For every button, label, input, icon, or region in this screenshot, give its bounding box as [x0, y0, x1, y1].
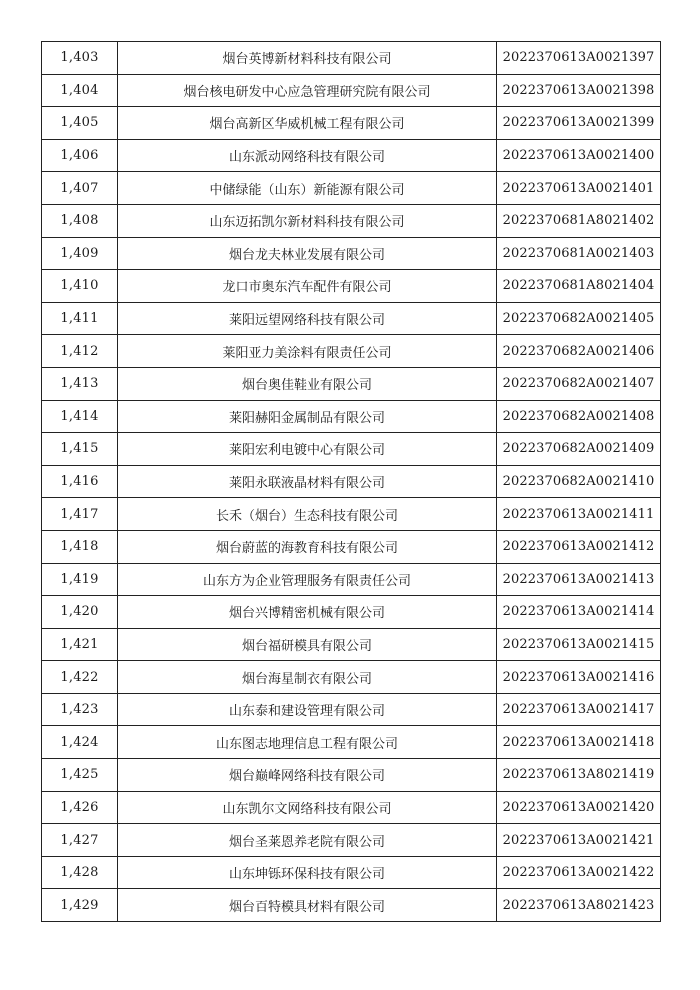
registration-code-cell: 2022370682A0021405	[497, 302, 661, 335]
row-number-cell: 1,405	[42, 107, 118, 140]
table-row	[42, 530, 661, 563]
company-name-cell: 莱阳宏利电镀中心有限公司	[118, 433, 497, 466]
table-row	[42, 661, 661, 694]
company-name-cell: 山东迈拓凯尔新材料科技有限公司	[118, 204, 497, 237]
row-number-cell: 1,416	[42, 465, 118, 498]
company-name-cell: 中储绿能（山东）新能源有限公司	[118, 172, 497, 205]
company-name-cell: 山东坤铄环保科技有限公司	[118, 856, 497, 889]
registration-code-cell: 2022370613A0021416	[497, 661, 661, 694]
registration-code-cell: 2022370613A0021399	[497, 107, 661, 140]
registration-code-cell: 2022370613A0021420	[497, 791, 661, 824]
row-number-cell: 1,410	[42, 270, 118, 303]
registration-code-cell: 2022370613A0021415	[497, 628, 661, 661]
table-row	[42, 237, 661, 270]
row-number-cell: 1,403	[42, 42, 118, 75]
registration-code-cell: 2022370613A0021401	[497, 172, 661, 205]
company-name-cell: 莱阳远望网络科技有限公司	[118, 302, 497, 335]
table-row	[42, 270, 661, 303]
row-number-cell: 1,429	[42, 889, 118, 922]
table-row	[42, 759, 661, 792]
registration-code-cell: 2022370613A0021422	[497, 856, 661, 889]
registration-code-cell: 2022370613A0021398	[497, 74, 661, 107]
company-name-cell: 烟台海星制衣有限公司	[118, 661, 497, 694]
company-name-cell: 山东泰和建设管理有限公司	[118, 693, 497, 726]
registration-code-cell: 2022370613A0021421	[497, 824, 661, 857]
table-row	[42, 42, 661, 75]
company-name-cell: 山东方为企业管理服务有限责任公司	[118, 563, 497, 596]
company-name-cell: 烟台英博新材料科技有限公司	[118, 42, 497, 75]
company-name-cell: 烟台高新区华威机械工程有限公司	[118, 107, 497, 140]
table-row	[42, 400, 661, 433]
company-name-cell: 龙口市奥东汽车配件有限公司	[118, 270, 497, 303]
registration-code-cell: 2022370681A0021403	[497, 237, 661, 270]
company-name-cell: 山东图志地理信息工程有限公司	[118, 726, 497, 759]
registration-code-cell: 2022370682A0021407	[497, 367, 661, 400]
row-number-cell: 1,423	[42, 693, 118, 726]
row-number-cell: 1,414	[42, 400, 118, 433]
registration-code-cell: 2022370613A0021400	[497, 139, 661, 172]
registration-code-cell: 2022370613A0021418	[497, 726, 661, 759]
company-name-cell: 长禾（烟台）生态科技有限公司	[118, 498, 497, 531]
company-name-cell: 烟台龙夫林业发展有限公司	[118, 237, 497, 270]
table-row	[42, 465, 661, 498]
row-number-cell: 1,407	[42, 172, 118, 205]
row-number-cell: 1,413	[42, 367, 118, 400]
company-name-cell: 烟台圣莱恩养老院有限公司	[118, 824, 497, 857]
table-row	[42, 856, 661, 889]
table-row	[42, 139, 661, 172]
row-number-cell: 1,426	[42, 791, 118, 824]
table-row	[42, 107, 661, 140]
company-name-cell: 烟台蔚蓝的海教育科技有限公司	[118, 530, 497, 563]
row-number-cell: 1,427	[42, 824, 118, 857]
table-row	[42, 172, 661, 205]
table-body	[42, 42, 661, 922]
table-row	[42, 889, 661, 922]
table-row	[42, 628, 661, 661]
company-name-cell: 山东凯尔文网络科技有限公司	[118, 791, 497, 824]
company-name-cell: 烟台巅峰网络科技有限公司	[118, 759, 497, 792]
company-name-cell: 烟台奥佳鞋业有限公司	[118, 367, 497, 400]
registration-code-cell: 2022370681A8021404	[497, 270, 661, 303]
company-name-cell: 烟台兴博精密机械有限公司	[118, 596, 497, 629]
registration-code-cell: 2022370681A8021402	[497, 204, 661, 237]
row-number-cell: 1,409	[42, 237, 118, 270]
row-number-cell: 1,425	[42, 759, 118, 792]
row-number-cell: 1,428	[42, 856, 118, 889]
row-number-cell: 1,420	[42, 596, 118, 629]
row-number-cell: 1,415	[42, 433, 118, 466]
row-number-cell: 1,404	[42, 74, 118, 107]
registration-code-cell: 2022370613A0021417	[497, 693, 661, 726]
company-name-cell: 烟台百特模具材料有限公司	[118, 889, 497, 922]
registration-code-cell: 2022370613A0021412	[497, 530, 661, 563]
registration-code-cell: 2022370682A0021406	[497, 335, 661, 368]
registration-code-cell: 2022370613A0021413	[497, 563, 661, 596]
registration-code-cell: 2022370682A0021410	[497, 465, 661, 498]
company-name-cell: 烟台核电研发中心应急管理研究院有限公司	[118, 74, 497, 107]
table-row	[42, 498, 661, 531]
registration-code-cell: 2022370682A0021408	[497, 400, 661, 433]
table-row	[42, 302, 661, 335]
table-row	[42, 335, 661, 368]
company-name-cell: 烟台福研模具有限公司	[118, 628, 497, 661]
registration-code-cell: 2022370613A0021411	[497, 498, 661, 531]
row-number-cell: 1,418	[42, 530, 118, 563]
company-name-cell: 莱阳亚力美涂料有限责任公司	[118, 335, 497, 368]
table-row	[42, 791, 661, 824]
row-number-cell: 1,411	[42, 302, 118, 335]
row-number-cell: 1,419	[42, 563, 118, 596]
table-row	[42, 824, 661, 857]
registration-code-cell: 2022370613A0021414	[497, 596, 661, 629]
company-name-cell: 山东派动网络科技有限公司	[118, 139, 497, 172]
row-number-cell: 1,412	[42, 335, 118, 368]
row-number-cell: 1,408	[42, 204, 118, 237]
registration-code-cell: 2022370682A0021409	[497, 433, 661, 466]
row-number-cell: 1,417	[42, 498, 118, 531]
row-number-cell: 1,424	[42, 726, 118, 759]
table-row	[42, 693, 661, 726]
registration-code-cell: 2022370613A8021419	[497, 759, 661, 792]
table-row	[42, 367, 661, 400]
row-number-cell: 1,406	[42, 139, 118, 172]
table-row	[42, 726, 661, 759]
table-row	[42, 596, 661, 629]
table-row	[42, 74, 661, 107]
registration-code-cell: 2022370613A0021397	[497, 42, 661, 75]
registration-code-cell: 2022370613A8021423	[497, 889, 661, 922]
table-row	[42, 433, 661, 466]
company-name-cell: 莱阳永联液晶材料有限公司	[118, 465, 497, 498]
row-number-cell: 1,421	[42, 628, 118, 661]
table-row	[42, 204, 661, 237]
enterprise-registry-table	[41, 41, 661, 922]
table-row	[42, 563, 661, 596]
company-name-cell: 莱阳赫阳金属制品有限公司	[118, 400, 497, 433]
row-number-cell: 1,422	[42, 661, 118, 694]
